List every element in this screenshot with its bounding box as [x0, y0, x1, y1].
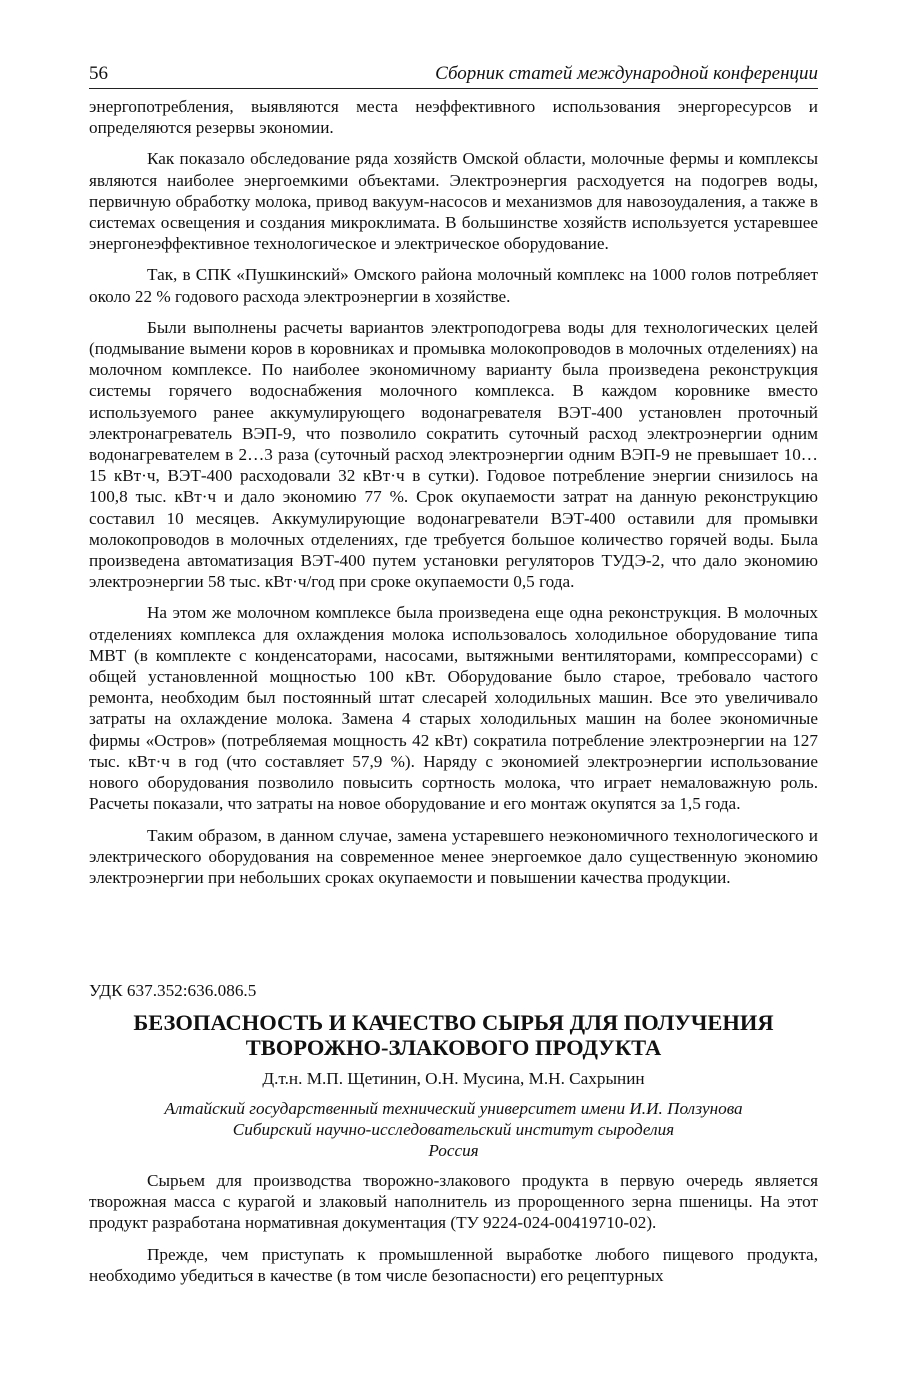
article2-authors: Д.т.н. М.П. Щетинин, О.Н. Мусина, М.Н. Сахрынин	[262, 1069, 645, 1088]
article1-paragraph-5: На этом же молочном комплексе была произведена еще одна реконструкция. В молочных отделениях комплекса для охлаждения молока использовалось холодильное оборудование типа МВТ (в комплекте с конденсаторами, насосами, вытяжными вентиляторами, компрессорами) с общей установленной мощностью 100 кВт. Оборудование было старое, требовало частого ремонта, необходим был постоянный штат слесарей холодильных машин. Все это увеличивало затраты на охлаждение молока. Замена 4 старых холодильных машин на более экономичные фирмы «Остров» (потребляемая мощность 42 кВт) сократила потребление электроэнергии на 127 тыс. кВт·ч в год (что составляет 57,9 %). Наряду с экономией электроэнергии использование нового оборудования позволило повысить сортность молока, что играет немаловажную роль. Расчеты показали, что затраты на новое оборудование и его монтаж окупятся за 1,5 года.	[89, 603, 818, 814]
article2-title-line-2: ТВОРОЖНО-ЗЛАКОВОГО ПРОДУКТА	[245, 1035, 662, 1060]
article2-body	[89, 1170, 818, 1296]
article1-paragraph-3: Так, в СПК «Пушкинский» Омского района молочный комплекс на 1000 голов потребляет около 22 % годового расхода электроэнергии в хозяйстве.	[89, 265, 818, 306]
article1-body	[89, 96, 818, 898]
article2-paragraph-1: Сырьем для производства творожно-злакового продукта в первую очередь является творожная масса с курагой и злаковый наполнитель из пророщенного зерна пшеницы. На этот продукт разработана нормативная документация (ТУ 9224-024-00419710-02).	[89, 1171, 818, 1233]
article1-paragraph-4: Были выполнены расчеты вариантов электроподогрева воды для технологических целей (подмывание вымени коров в коровниках и промывка молокопроводов в молочных отделениях) на молочном комплексе. По наиболее экономичному варианту была произведена реконструкция системы горячего водоснабжения молочного комплекса. В каждом коровнике вместо используемого ранее аккумулирующего водонагревателя ВЭТ-400 установлен проточный электронагреватель ВЭП-9, что позволило сократить суточный расход электроэнергии одним водонагревателем в 2…3 раза (суточный расход электроэнергии одним ВЭП-9 не превышает 10…15 кВт·ч, ВЭТ-400 расходовали 32 кВт·ч в сутки). Годовое потребление энергии снизилось на 100,8 тыс. кВт·ч и дало экономию 77 %. Срок окупаемости затрат на данную реконструкцию составил 10 месяцев. Аккумулирующие водонагреватели ВЭТ-400 оставили для промывки молокопроводов в молочных отделениях, где требуется большое количество горячей воды. Была произведена автоматизация ВЭТ-400 путем установки регуляторов ТУДЭ-2, что дало экономию электроэнергии 58 тыс. кВт·ч/год при сроке окупаемости 0,5 года.	[89, 317, 818, 592]
article1-paragraph-6: Таким образом, в данном случае, замена устаревшего неэкономичного технологического и электрического оборудования на современное менее энергоемкое дало существенную экономию электроэнергии при небольших сроках окупаемости и повышении качества продукции.	[89, 825, 818, 887]
article2-paragraph-2: Прежде, чем приступать к промышленной выработке любого пищевого продукта, необходимо убедиться в качестве (в том числе безопасности) его рецептурных	[89, 1244, 818, 1285]
affiliation-1: Алтайский государственный технический университет имени И.И. Ползунова	[164, 1099, 743, 1118]
page-number: 56	[89, 63, 108, 84]
article2-affiliations	[89, 1098, 818, 1161]
page-header	[89, 60, 818, 88]
article1-paragraph-1: энергопотребления, выявляются места неэффективного использования энергоресурсов и определяются резервы экономии.	[89, 97, 818, 138]
affiliation-2: Сибирский научно-исследовательский институт сыроделия	[232, 1120, 675, 1139]
article2-title-line-1: БЕЗОПАСНОСТЬ И КАЧЕСТВО СЫРЬЯ ДЛЯ ПОЛУЧЕНИЯ	[133, 1010, 774, 1035]
udc-code: УДК 637.352:636.086.5	[89, 981, 257, 1000]
affiliation-country: Россия	[428, 1141, 479, 1160]
header-rule	[89, 88, 818, 89]
running-head: Сборник статей международной конференции	[435, 63, 818, 84]
article2-title	[89, 1010, 818, 1060]
article1-paragraph-2: Как показало обследование ряда хозяйств Омской области, молочные фермы и комплексы являются наиболее энергоемкими объектами. Электроэнергия расходуется на подогрев воды, первичную обработку молока, привод вакуум-насосов и механизмов для навозоудаления, а также в системах освещения и создания микроклимата. В большинстве хозяйств используется устаревшее энергонеэффективное технологическое и электрическое оборудование.	[89, 149, 818, 254]
